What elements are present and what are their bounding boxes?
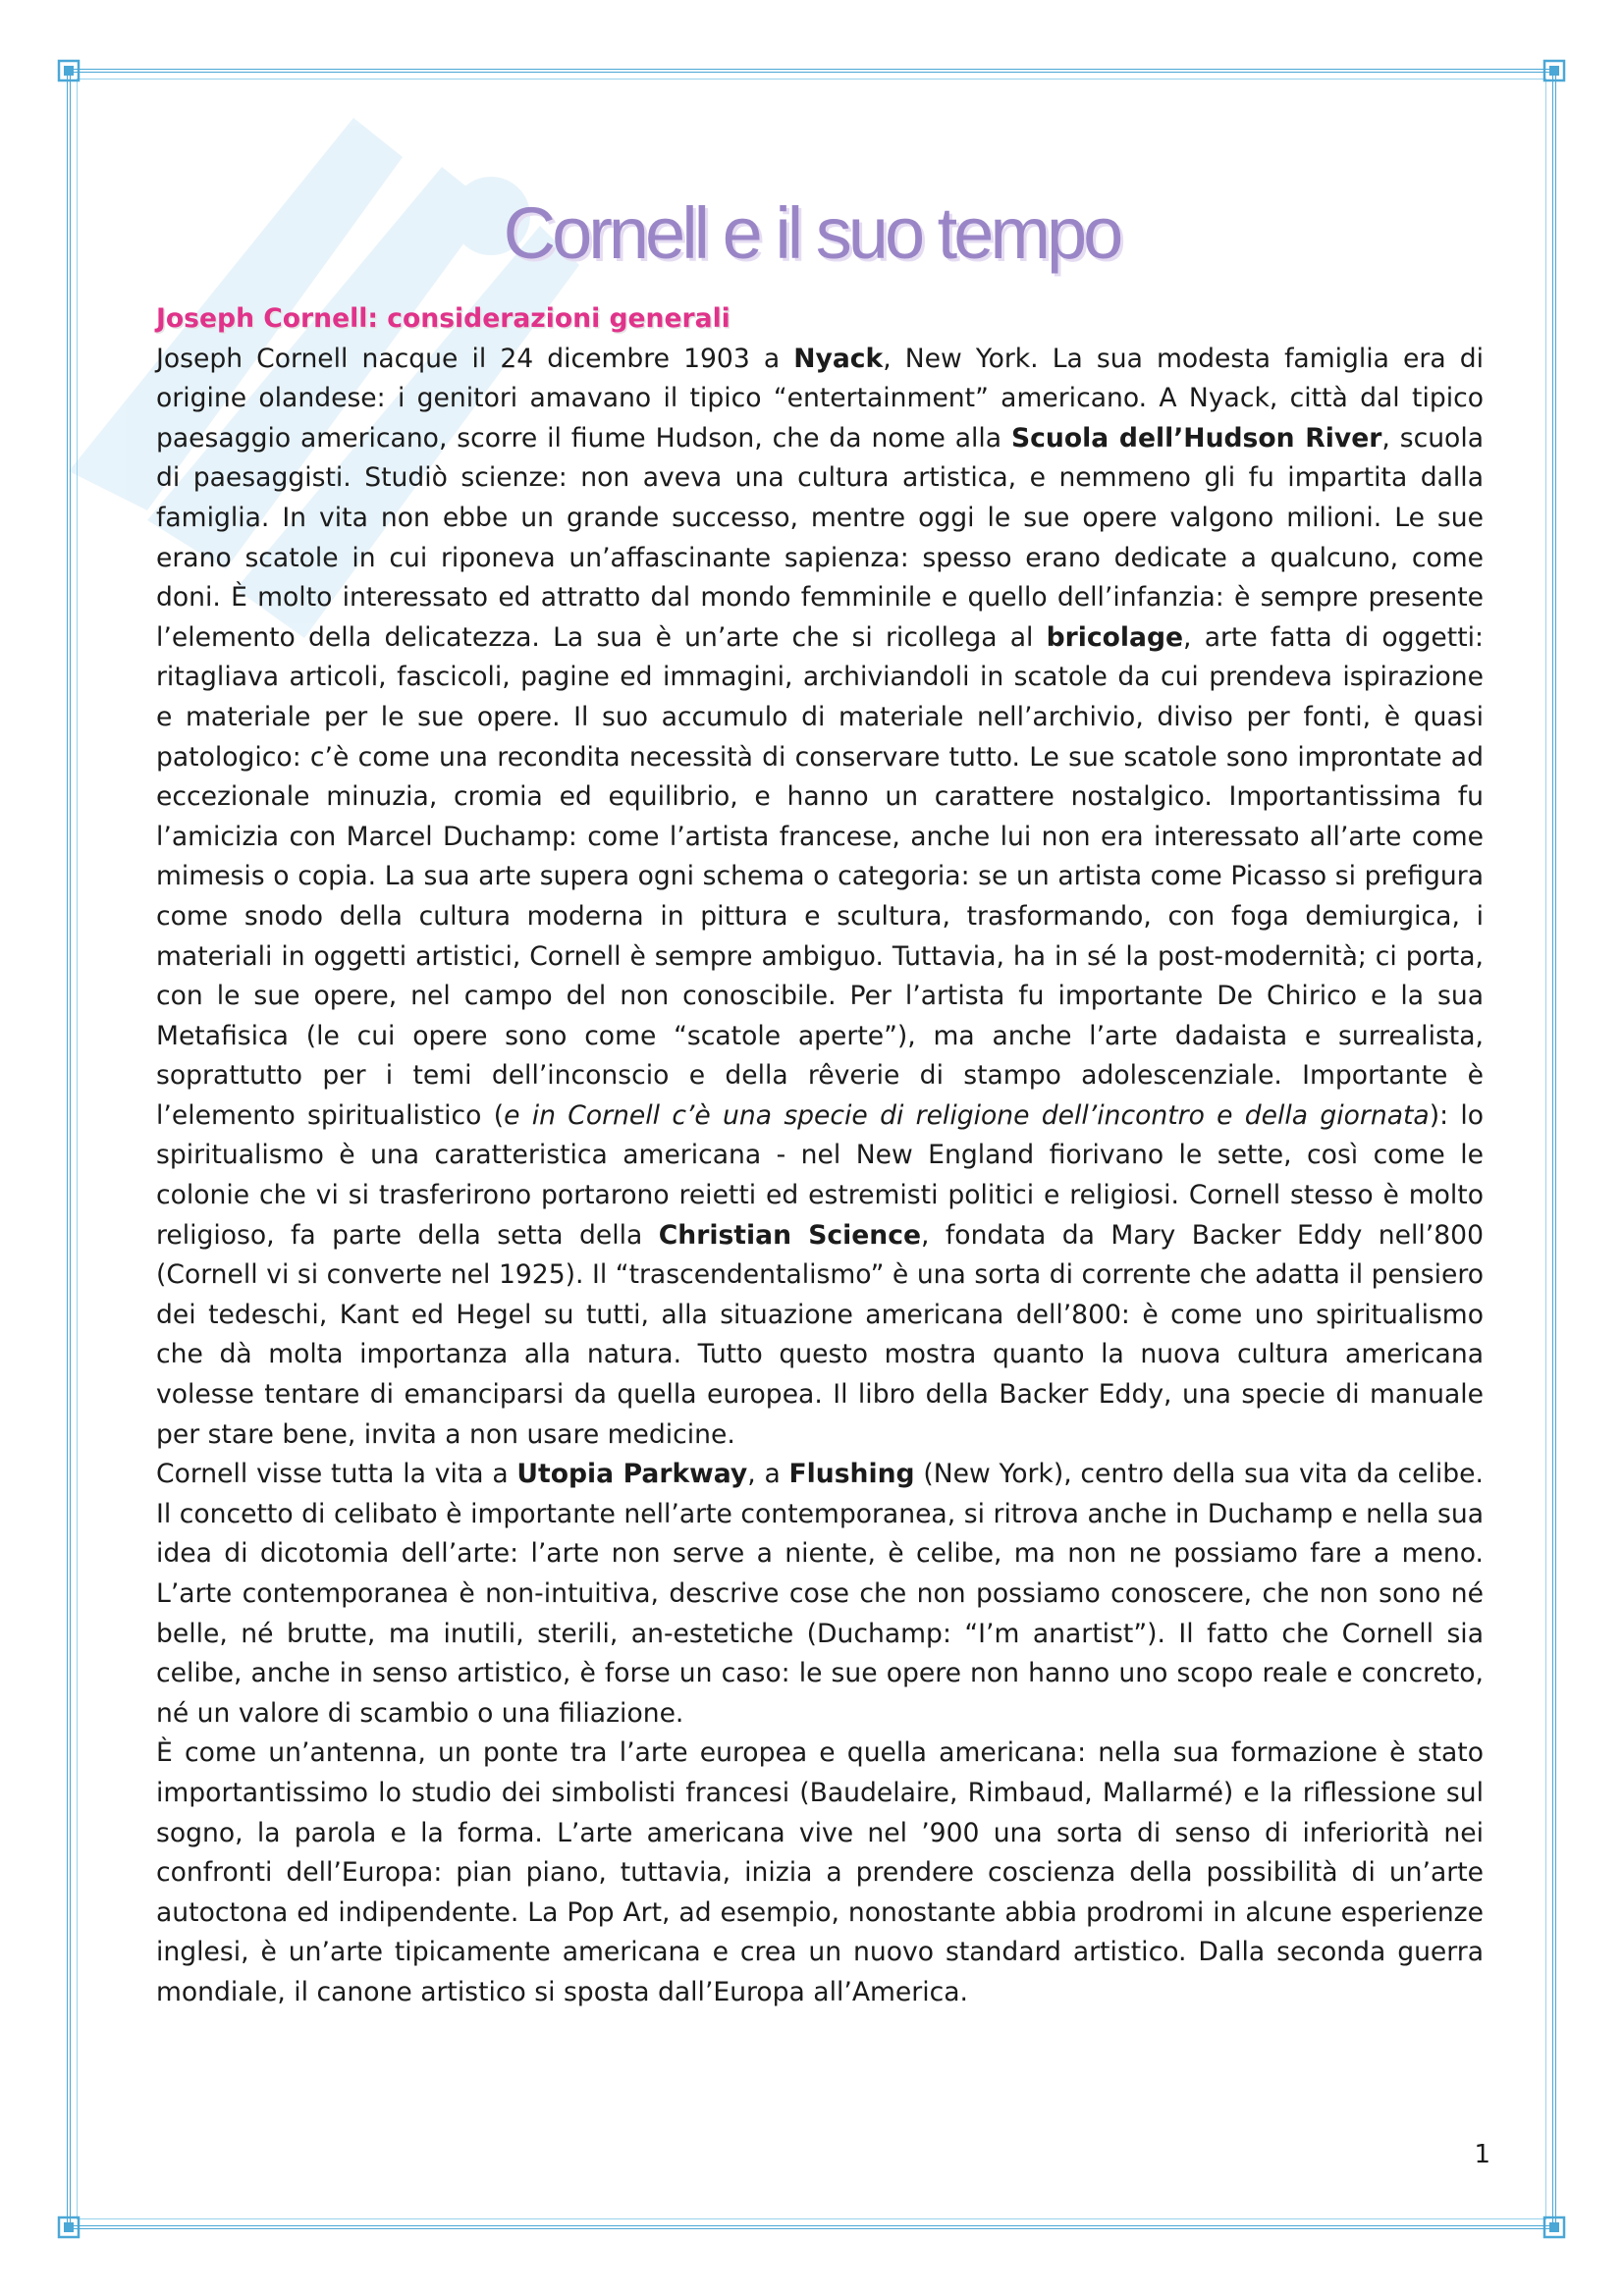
paragraph-list — [156, 340, 1484, 2013]
italic-text: e in Cornell c’è una specie di religione dell’incontro e della giornata — [504, 1099, 1430, 1131]
section-heading: Joseph Cornell: considerazioni generali — [156, 303, 730, 334]
text-run: , arte fatta di oggetti: ritagliava articoli, fascicoli, pagine ed immagini, archiviandoli in scatole da cui prendeva ispirazione e materiale per le sue opere. Il suo accumulo di materiale nell’archivio, diviso per fonti, è quasi patologico: c’è come una recondita necessità di conservare tutto. Le sue scatole sono improntate ad eccezionale minuzia, cromia ed equilibrio, e hanno un carattere nostalgico. Importantissima fu l’amicizia con Marcel Duchamp: come l’artista francese, anche lui non era interessato all’arte come mimesis o copia. La sua arte supera ogni schema o categoria: se un artista come Picasso si prefigura come snodo della cultura moderna in pittura e scultura, trasformando, con foga demiurgica, i materiali in oggetti artistici, Cornell è sempre ambiguo. Tuttavia, ha in sé la post-modernità; ci porta, con le sue opere, nel campo del non conoscibile. Per l’artista fu importante De Chirico e la sua Metafisica (le cui opere sono come “scatole aperte”), ma anche l’arte dadaista e surrealista, soprattutto per i temi dell’inconscio e della rêverie di stampo adolescenziale. Importante è l’elemento spiritualistico ( — [156, 621, 1484, 1131]
bold-term: Flushing — [788, 1459, 915, 1490]
bold-term: Utopia Parkway — [516, 1459, 748, 1490]
text-run: (New York), centro della sua vita da celibe. Il concetto di celibato è importante nell’arte contemporanea, si ritrova anche in Duchamp e nella sua idea di dicotomia dell’arte: l’arte non serve a niente, è celibe, ma non ne possiamo fare a meno. L’arte contemporanea è non-intuitiva, descrive cose che non possiamo conoscere, che non sono né belle, né brutte, ma inutili, sterili, an-estetiche (Duchamp: “I’m anartist”). Il fatto che Cornell sia celibe, anche in senso artistico, è forse un caso: le sue opere non hanno uno scopo reale e concreto, né un valore di scambio o una filiazione. — [156, 1459, 1484, 1729]
bold-term: bricolage — [1046, 621, 1184, 653]
paragraph — [156, 1734, 1484, 2012]
text-run: Joseph Cornell nacque il 24 dicembre 1903 a — [156, 343, 794, 374]
text-run: Cornell visse tutta la vita a — [156, 1459, 517, 1490]
text-run: , a — [747, 1459, 789, 1490]
page-number: 1 — [1474, 2140, 1490, 2169]
paragraph — [156, 1455, 1484, 1734]
bold-term: Scuola dell’Hudson River — [1011, 422, 1382, 454]
text-run: , fondata da Mary Backer Eddy nell’800 (Cornell vi si converte nel 1925). Il “trascendentalismo” è una sorta di corrente che adatta il pensiero dei tedeschi, Kant ed Hegel su tutti, alla situazione americana dell’800: è come uno spiritualismo che dà molta importanza alla natura. Tutto questo mostra quanto la nuova cultura americana volesse tentare di emanciparsi da quella europea. Il libro della Backer Eddy, una specie di manuale per stare bene, invita a non usare medicine. — [156, 1219, 1485, 1450]
paragraph — [156, 340, 1484, 1456]
bold-term: Nyack — [793, 343, 884, 374]
text-run: È come un’antenna, un ponte tra l’arte europea e quella americana: nella sua formazione è stato importantissimo lo studio dei simbolisti francesi (Baudelaire, Rimbaud, Mallarmé) e la riflessione sul sogno, la parola e la forma. L’arte americana vive nel ’900 una sorta di senso di inferiorità nei confronti dell’Europa: pian piano, tuttavia, inizia a prendere coscienza della possibilità di un’arte autoctona ed indipendente. La Pop Art, ad esempio, nonostante abbia prodromi in alcune esperienze inglesi, è un’arte tipicamente americana e crea un nuovo standard artistico. Dalla seconda guerra mondiale, il canone artistico si sposta dall’Europa all’America. — [156, 1737, 1484, 2007]
text-run: , New York. La sua modesta famiglia era di origine olandese: i genitori amavano il tipico “entertainment” americano. A Nyack, città dal tipico paesaggio americano, scorre il fiume Hudson, che da nome alla — [156, 343, 1484, 454]
bold-term: Christian Science — [658, 1219, 922, 1251]
text-run: ): lo spiritualismo è una caratteristica americana - nel New England fiorivano le sette, così come le colonie che vi si trasferirono portarono reietti ed estremisti politici e religiosi. Cornell stesso è molto religioso, fa parte della setta della — [156, 1099, 1484, 1251]
corner-ornament-icon — [56, 2215, 81, 2240]
corner-ornament-icon — [56, 58, 81, 83]
text-run: , scuola di paesaggisti. Studiò scienze: non aveva una cultura artistica, e nemmeno gli fu impartita dalla famiglia. In vita non ebbe un grande successo, mentre oggi le sue opere valgono milioni. Le sue erano scatole in cui riponeva un’affascinante sapienza: spesso erano dedicate a qualcuno, come doni. È molto interessato ed attratto dal mondo femminile e quello dell’infanzia: è sempre presente l’elemento della delicatezza. La sua è un’arte che si ricollega al — [156, 422, 1484, 653]
corner-ornament-icon — [1542, 58, 1567, 83]
page-title: Cornell e il suo tempo — [503, 192, 1120, 274]
corner-ornament-icon — [1542, 2215, 1567, 2240]
document-body — [156, 299, 1484, 2013]
